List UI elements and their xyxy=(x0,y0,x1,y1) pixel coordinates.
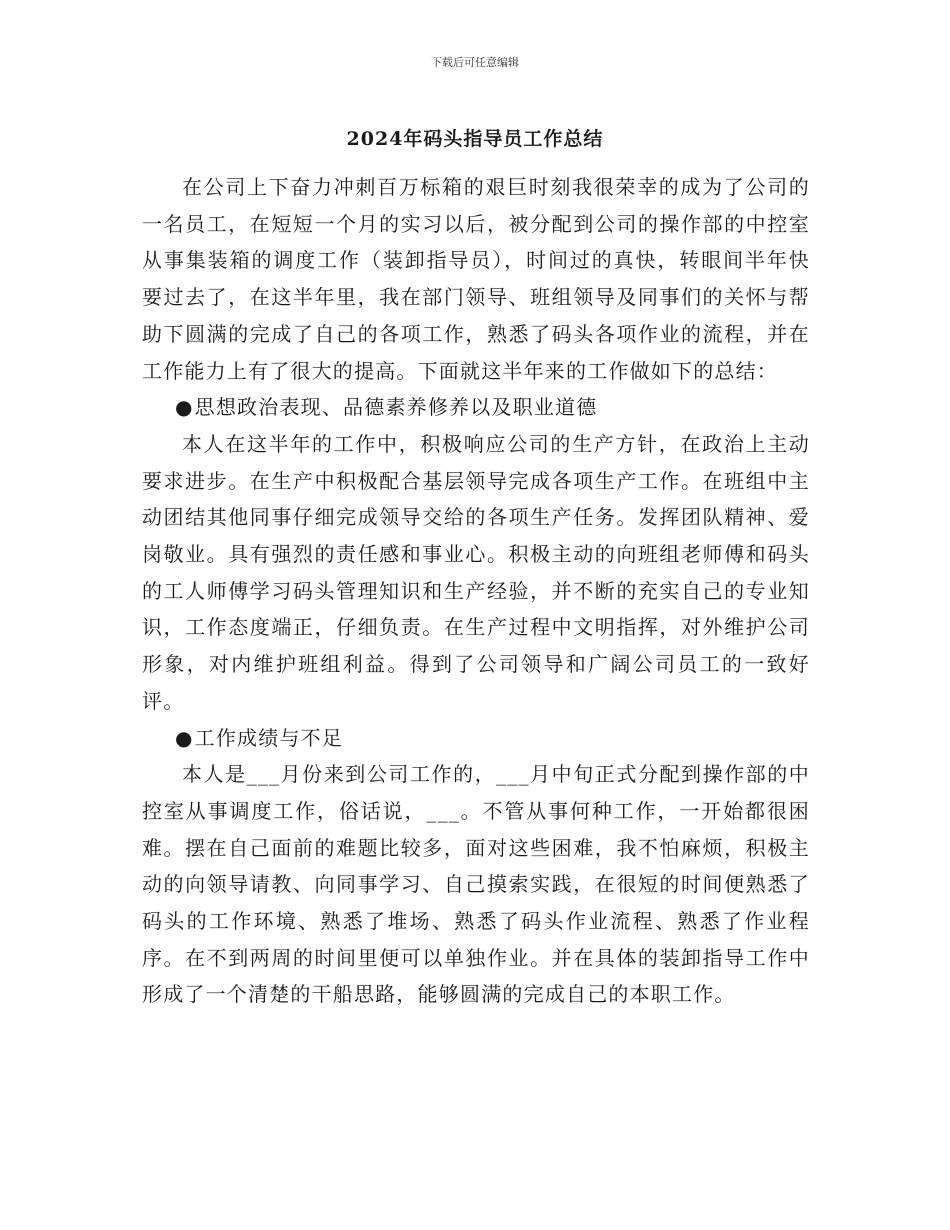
section-paragraph-achievements: 本人是___月份来到公司工作的，___月中旬正式分配到操作部的中控室从事调度工作，俗话说，___。不管从事何种工作，一开始都很困难。摆在自己面前的难题比较多，面对这些困难，我不怕麻烦，积极主动的向领导请教、向同事学习、自己摸索实践，在很短的时间便熟悉了码头的工作环境、熟悉了堆场、熟悉了码头作业流程、熟悉了作业程序。在不到两周的时间里便可以单独作业。并在具体的装卸指导工作中形成了一个清楚的干船思路，能够圆满的完成自己的本职工作。 xyxy=(142,762,810,1007)
bullet-icon: ● xyxy=(175,395,194,420)
section-heading-text: 工作成绩与不足 xyxy=(194,725,344,750)
document-title: 2024年码头指导员工作总结 xyxy=(346,128,604,150)
intro-paragraph: 在公司上下奋力冲刺百万标箱的艰巨时刻我很荣幸的成为了公司的一名员工，在短短一个月的实习以后，被分配到公司的操作部的中控室从事集装箱的调度工作（装卸指导员），时间过的真快，转眼间半年快要过去了，在这半年里，我在部门领导、班组领导及同事们的关怀与帮助下圆满的完成了自己的各项工作，熟悉了码头各项作业的流程，并在工作能力上有了很大的提高。下面就这半年来的工作做如下的总结： xyxy=(142,175,810,383)
header-note: 下载后可任意编辑 xyxy=(431,56,519,69)
bullet-icon: ● xyxy=(175,725,194,750)
section-heading-achievements xyxy=(142,720,810,757)
section-paragraph-conduct: 本人在这半年的工作中，积极响应公司的生产方针，在政治上主动要求进步。在生产中积极配合基层领导完成各项生产工作。在班组中主动团结其他同事仔细完成领导交给的各项生产任务。发挥团队精神、爱岗敬业。具有强烈的责任感和事业心。积极主动的向班组老师傅和码头的工人师傅学习码头管理知识和生产经验，并不断的充实自己的专业知识，工作态度端正，仔细负责。在生产过程中文明指挥，对外维护公司形象，对内维护班组利益。得到了公司领导和广阔公司员工的一致好评。 xyxy=(142,431,810,713)
section-heading-text: 思想政治表现、品德素养修养以及职业道德 xyxy=(194,395,598,420)
document-body xyxy=(142,169,810,1013)
section-heading-conduct xyxy=(142,389,810,426)
